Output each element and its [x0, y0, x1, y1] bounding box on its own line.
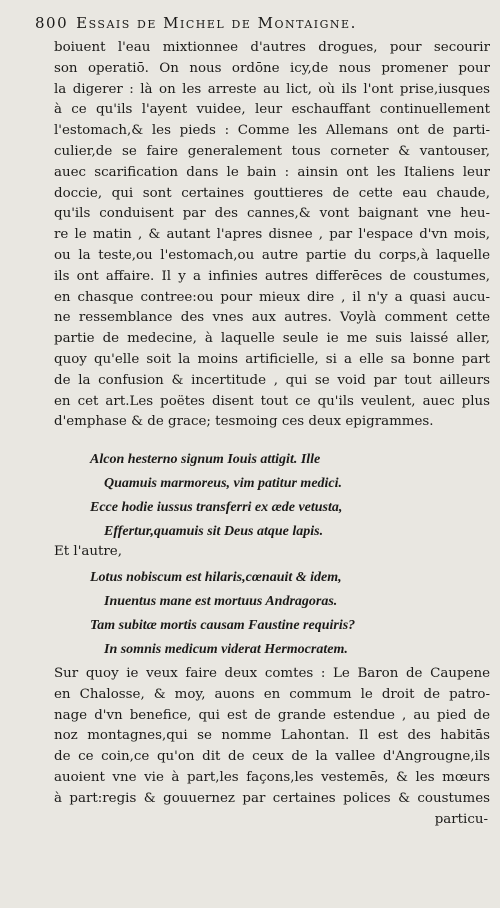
para1-line: ne ressemblance des vnes aux autres. Voylà comment cette	[54, 310, 490, 326]
catchword: particu-	[434, 812, 488, 827]
verse1-line: Alcon hesterno signum Iouis attigit. Ille	[90, 452, 321, 467]
para1-line: doccie, qui sont certaines gouttieres de cette eau chaude,	[54, 185, 490, 201]
para1-line: ou la teste,ou l'estomach,ou autre partie du corps,à laquelle	[54, 247, 490, 263]
para2-line: Sur quoy ie veux faire deux comtes : Le Baron de Caupene	[54, 666, 490, 681]
para1-line: boiuent l'eau mixtionnee d'autres drogues, pour secourir	[54, 40, 490, 55]
para1-line: qu'ils conduisent par des cannes,& vont baignant vne heu-	[54, 206, 490, 222]
epigram-intro: Et l'autre,	[54, 544, 122, 559]
para1-line: en cet art.Les poëtes disent tout ce qu'ils veulent, auec plus	[54, 393, 490, 409]
verse1-line: Quamuis marmoreus, vim patitur medici.	[104, 476, 343, 491]
para2-line: à part:regis & gouuernez par certaines polices & coustumes	[54, 790, 490, 806]
epigram-1	[90, 448, 490, 544]
paragraph-2	[54, 664, 490, 810]
para2-line: auoient vne vie à part,les façons,les vestemēs, & les mœurs	[54, 769, 490, 785]
paragraph-1	[54, 38, 490, 433]
verse2-line: Lotus nobiscum est hilaris,cœnauit & idem,	[90, 570, 342, 585]
para2-line: en Chalosse, & moy, auons en commum le droit de patro-	[54, 686, 490, 702]
para1-line: partie de medecine, à laquelle seule ie me suis laissé aller,	[54, 331, 490, 347]
verse1-line: Effertur,quamuis sit Deus atque lapis.	[104, 524, 324, 539]
verse2-line: Tam subitæ mortis causam Faustine requiris?	[90, 618, 356, 633]
running-title: Essais de Michel de Montaigne.	[76, 14, 357, 32]
para1-line: de la confusion & incertitude , qui se void par tout ailleurs	[54, 372, 490, 388]
para2-line: de ce coin,ce qu'on dit de ceux de la vallee d'Angrougne,ils	[54, 749, 490, 765]
para1-line: ils ont affaire. Il y a infinies autres differēces de coustumes,	[54, 268, 490, 284]
para1-line: la digerer : là on les arreste au lict, où ils l'ont prise,iusques	[54, 81, 490, 97]
para1-line: re le matin , & autant l'apres disnee , par l'espace d'vn mois,	[54, 227, 490, 243]
para2-line: nage d'vn benefice, qui est de grande estendue , au pied de	[54, 707, 490, 723]
verse2-line: In somnis medicum viderat Hermocratem.	[104, 642, 348, 657]
para1-line: son operatiō. On nous ordōne icy,de nous promener pour	[54, 60, 490, 76]
para2-line: noz montagnes,qui se nomme Lahontan. Il est des habitās	[54, 728, 490, 744]
para1-line: l'estomach,& les pieds : Comme les Allemans ont de parti-	[54, 123, 490, 139]
page-number: 800	[35, 14, 69, 32]
running-header	[35, 14, 490, 32]
para1-line: culier,de se faire generalement tous corneter & vantouser,	[54, 143, 490, 159]
epigram-2	[90, 566, 490, 662]
verse2-line: Inuentus mane est mortuus Andragoras.	[104, 594, 338, 609]
verse1-line: Ecce hodie iussus transferri ex æde vetusta,	[90, 500, 343, 515]
para1-line: en chasque contree:ou pour mieux dire , il n'y a quasi aucu-	[54, 289, 490, 305]
para1-line: quoy qu'elle soit la moins artificielle, si a elle sa bonne part	[54, 351, 490, 367]
para1-line: à ce qu'ils l'ayent vuidee, leur eschauffant continuellement	[54, 102, 490, 118]
para1-line: d'emphase & de grace; tesmoing ces deux epigrammes.	[54, 414, 434, 430]
para1-line: auec scarification dans le bain : ainsin ont les Italiens leur	[54, 164, 490, 180]
